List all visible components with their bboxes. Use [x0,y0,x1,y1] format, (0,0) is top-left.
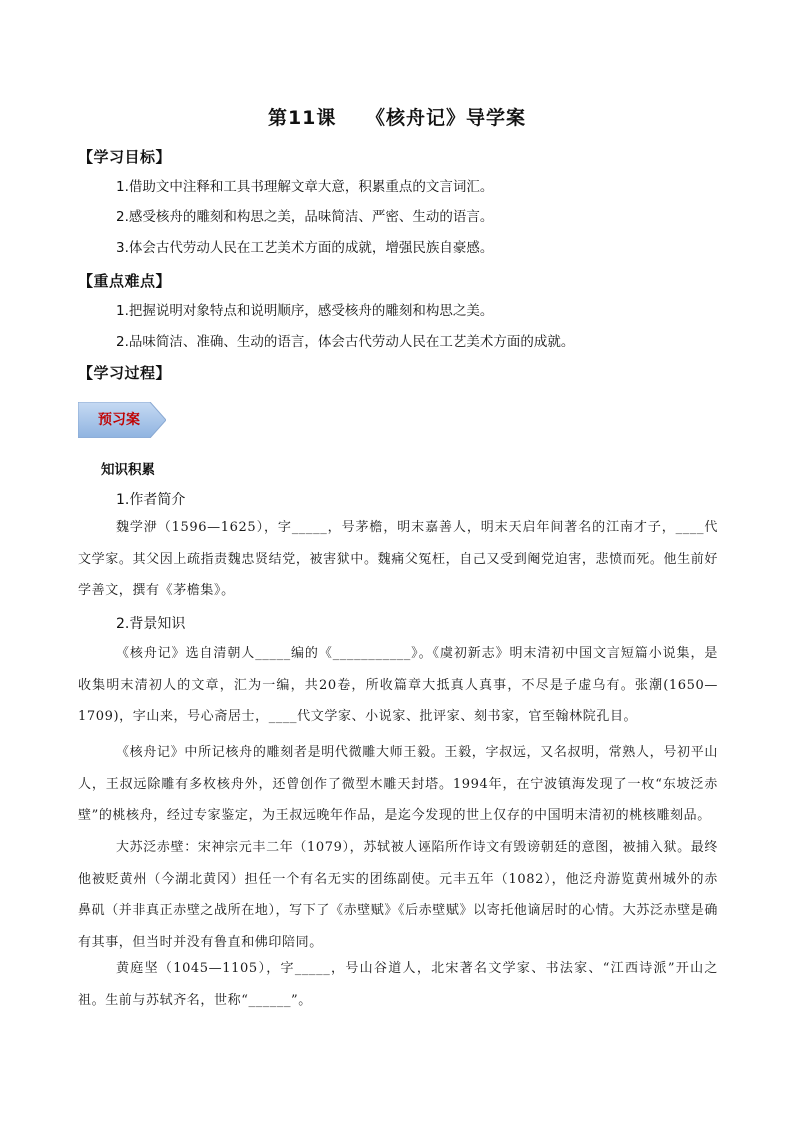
key-point-item-1: 1.把握说明对象特点和说明顺序，感受核舟的雕刻和构思之美。 [116,303,494,319]
key-point-item-2: 2.品味简洁、准确、生动的语言，体会古代劳动人民在工艺美术方面的成就。 [116,334,575,350]
background-paragraph-2: 《核舟记》中所记核舟的雕刻者是明代微雕大师王毅。王毅，字叔远，又名叔明，常熟人，号初平山人，王叔远除雕有多枚核舟外，还曾创作了微型木雕天封塔。1994年，在宁波镇海发现了一枚“东坡泛赤壁”的桃核舟，经过专家鉴定，为王叔远晚年作品，是迄今发现的世上仅存的中国明末清初的桃核雕刻品。 [78,745,718,823]
preview-badge [78,402,166,438]
lesson-title: 《核舟记》导学案 [366,107,527,129]
page-title [0,103,794,130]
badge-label: 预习案 [98,412,140,428]
goals-heading: 【学习目标】 [78,148,172,166]
background-paragraph-3: 大苏泛赤壁：宋神宗元丰二年（1079），苏轼被人诬陷所作诗文有毁谤朝廷的意图，被捕入狱。最终他被贬黄州（今湖北黄冈）担任一个有名无实的团练副使。元丰五年（1082），他泛舟游览黄州城外的赤鼻矶（并非真正赤壁之战所在地），写下了《赤壁赋》《后赤壁赋》以寄托他谪居时的心情。大苏泛赤壁是确有其事，但当时并没有鲁直和佛印陪同。 [78,840,718,950]
goal-item-1: 1.借助文中注释和工具书理解文章大意，积累重点的文言词汇。 [116,179,494,195]
knowledge-heading: 知识积累 [101,462,155,478]
background-paragraph-4: 黄庭坚（1045—1105），字_____，号山谷道人，北宋著名文学家、书法家、“江西诗派”开山之祖。生前与苏轼齐名，世称“______”。 [78,961,718,1008]
author-paragraph: 魏学洢（1596—1625），字_____，号茅檐，明末嘉善人，明末天启年间著名的江南才子，____代文学家。其父因上疏指责魏忠贤结党，被害狱中。魏痛父冤枉，自己又受到阉党迫害，悲愤而死。他生前好学善文，撰有《茅檐集》。 [78,520,718,598]
background-heading: 2.背景知识 [116,616,186,632]
goal-item-2: 2.感受核舟的雕刻和构思之美，品味简洁、严密、生动的语言。 [116,209,494,225]
author-heading: 1.作者简介 [116,492,186,508]
lesson-number: 第11课 [267,107,337,129]
key-points-heading: 【重点难点】 [78,272,172,290]
process-heading: 【学习过程】 [78,364,172,382]
background-paragraph-1: 《核舟记》选自清朝人_____编的《___________》。《虞初新志》明末清初中国文言短篇小说集，是收集明末清初人的文章，汇为一编，共20卷，所收篇章大抵真人真事，不尽是子虚乌有。张潮(1650—1709)，字山来，号心斋居士，____代文学家、小说家、批评家、刻书家，官至翰林院孔目。 [78,646,718,724]
goal-item-3: 3.体会古代劳动人民在工艺美术方面的成就，增强民族自豪感。 [116,240,494,256]
